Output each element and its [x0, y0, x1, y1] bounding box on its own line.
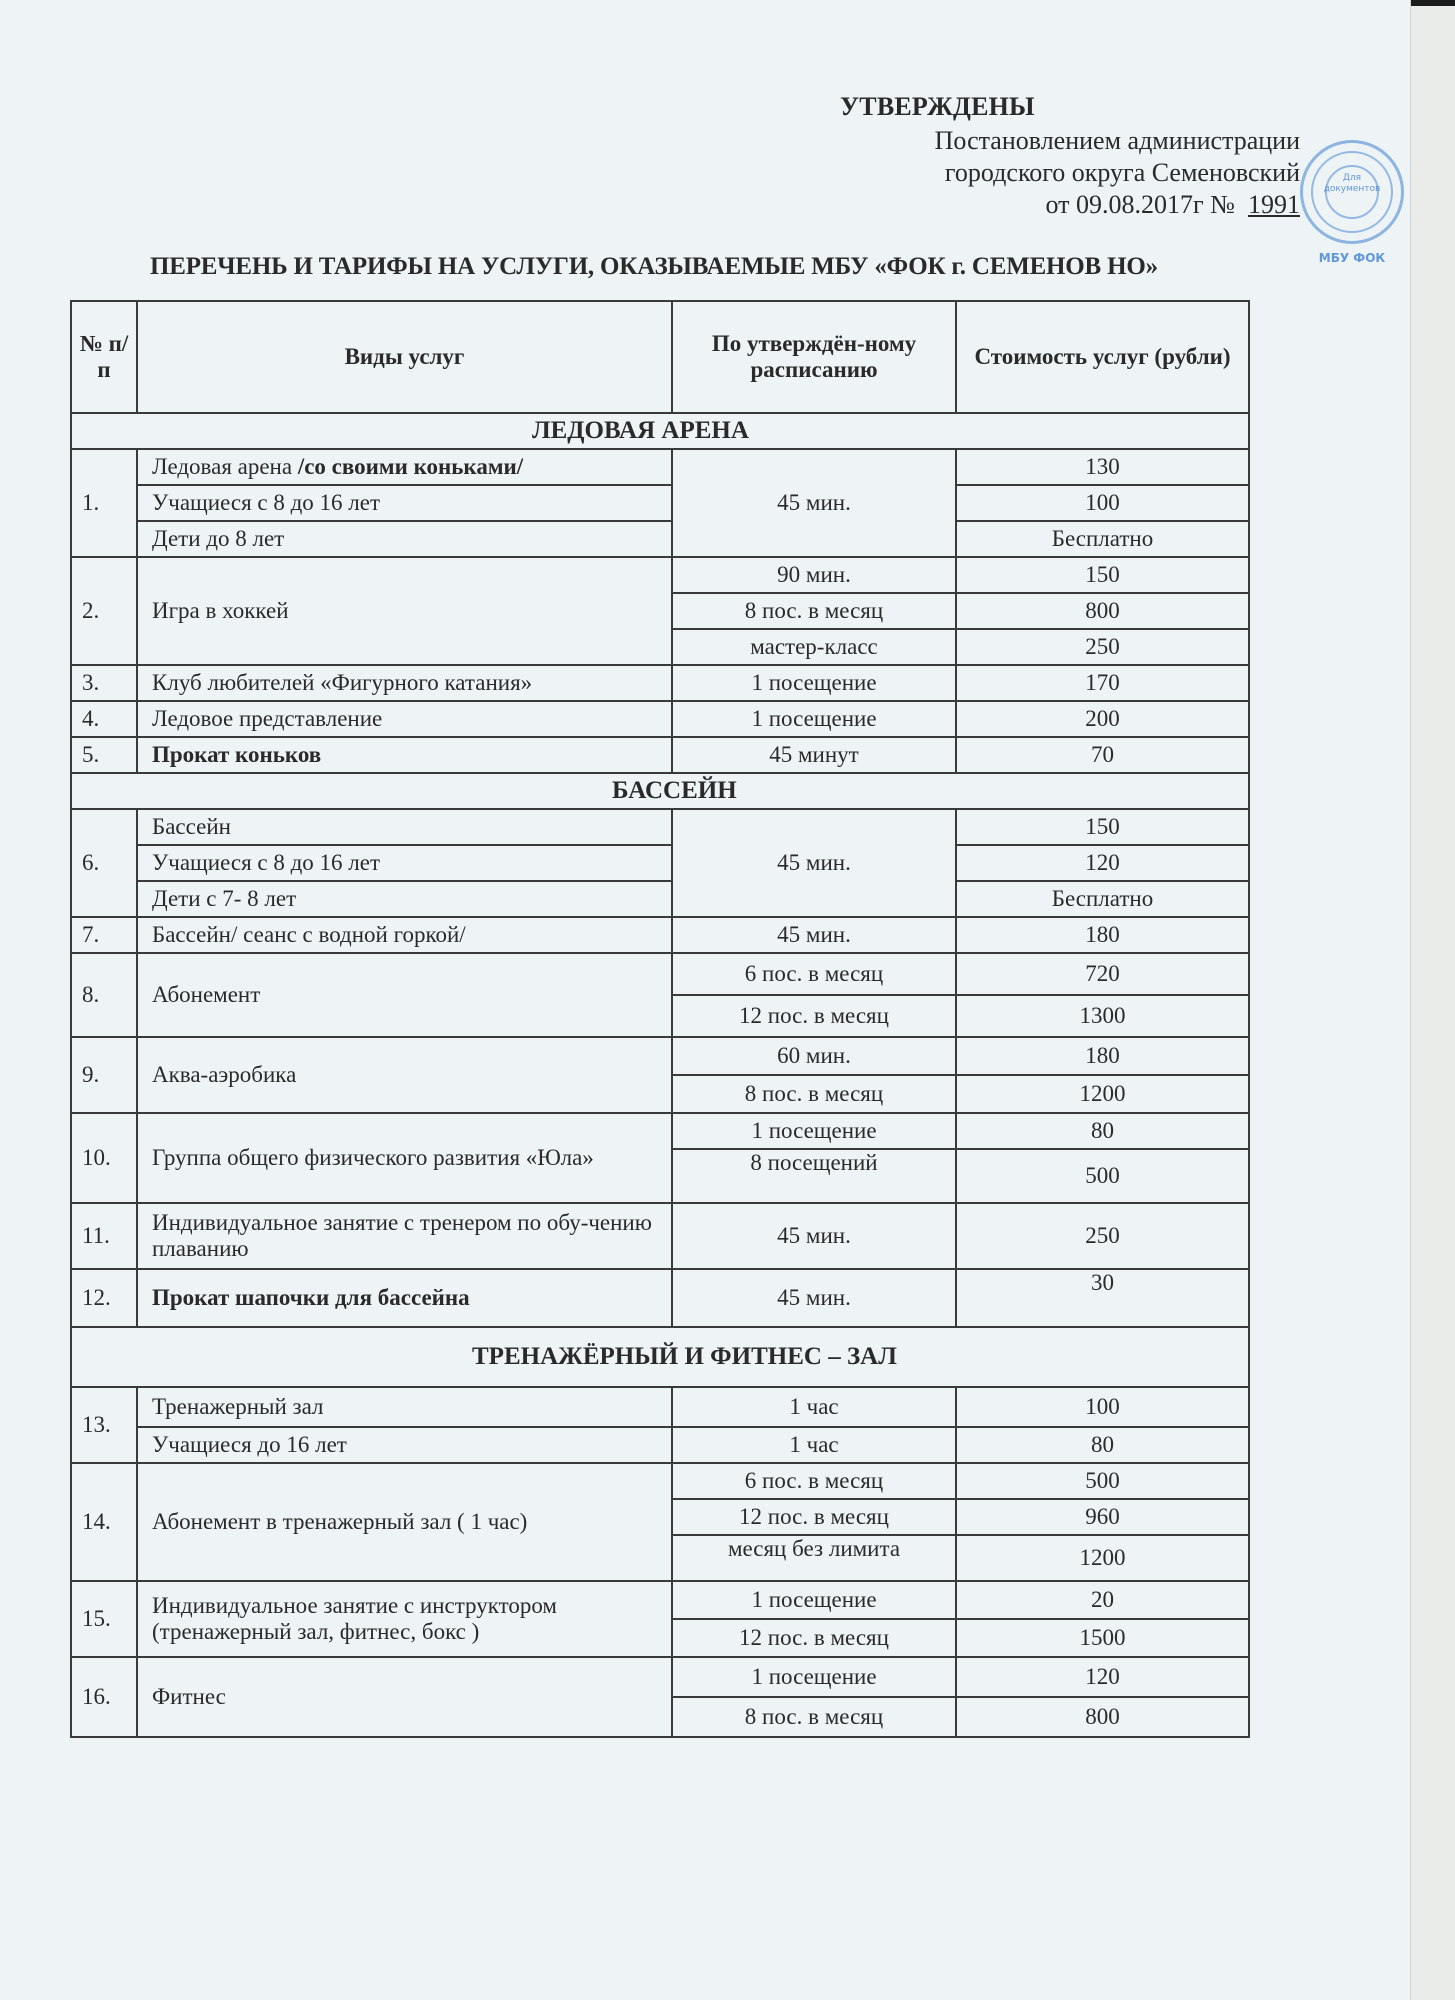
approval-number: 1991: [1248, 190, 1300, 219]
table-row: [71, 1657, 1249, 1697]
header-schedule: По утверждён-ному расписанию: [672, 301, 956, 413]
schedule-cell: 12 пос. в месяц: [672, 1619, 956, 1657]
schedule-cell: 6 пос. в месяц: [672, 1463, 956, 1499]
price-cell: 500: [956, 1149, 1249, 1203]
schedule-cell: 45 мин.: [672, 1203, 956, 1269]
row-number: 6.: [71, 809, 137, 917]
schedule-cell: 45 мин.: [672, 809, 956, 917]
approval-date-line: [1046, 190, 1301, 220]
table-row: [71, 881, 1249, 917]
service-cell: Учащиеся с 8 до 16 лет: [137, 485, 672, 521]
table-header-row: [71, 301, 1249, 413]
row-number: 12.: [71, 1269, 137, 1327]
schedule-cell: 1 посещение: [672, 1657, 956, 1697]
section-title: ТРЕНАЖЁРНЫЙ И ФИТНЕС – ЗАЛ: [71, 1327, 1249, 1387]
price-cell: 1500: [956, 1619, 1249, 1657]
price-cell: 800: [956, 1697, 1249, 1737]
price-cell: 500: [956, 1463, 1249, 1499]
stamp-center-text: [1303, 173, 1401, 195]
service-cell: Аква-аэробика: [137, 1037, 672, 1113]
schedule-cell: 90 мин.: [672, 557, 956, 593]
service-cell: Клуб любителей «Фигурного катания»: [137, 665, 672, 701]
row-number: 14.: [71, 1463, 137, 1581]
row-number: 5.: [71, 737, 137, 773]
price-cell: 1200: [956, 1075, 1249, 1113]
schedule-cell: 45 минут: [672, 737, 956, 773]
tariffs-table: [70, 300, 1250, 1738]
table-row: [71, 449, 1249, 485]
approval-line-1: Постановлением администрации: [934, 126, 1300, 155]
service-cell: Бассейн: [137, 809, 672, 845]
section-row-gym-fitness: [71, 1327, 1249, 1387]
schedule-cell: 1 посещение: [672, 1113, 956, 1149]
table-row: [71, 1269, 1249, 1327]
table-row: [71, 1203, 1249, 1269]
schedule-cell: 1 час: [672, 1427, 956, 1463]
approval-date: от 09.08.2017г №: [1045, 190, 1235, 219]
service-cell: Учащиеся с 8 до 16 лет: [137, 845, 672, 881]
price-cell: 180: [956, 917, 1249, 953]
service-text-bold: /со своими коньками/: [297, 454, 524, 479]
schedule-cell: 1 посещение: [672, 701, 956, 737]
section-title: ЛЕДОВАЯ АРЕНА: [71, 413, 1249, 449]
schedule-cell: 8 пос. в месяц: [672, 1075, 956, 1113]
row-number: 11.: [71, 1203, 137, 1269]
table-row: [71, 1427, 1249, 1463]
schedule-cell: 60 мин.: [672, 1037, 956, 1075]
table-row: [71, 953, 1249, 995]
schedule-cell: 6 пос. в месяц: [672, 953, 956, 995]
row-number: 1.: [71, 449, 137, 557]
approval-heading: УТВЕРЖДЕНЫ: [840, 92, 1035, 121]
price-cell: 800: [956, 593, 1249, 629]
service-cell: Индивидуальное занятие с инструктором (тренажерный зал, фитнес, бокс ): [137, 1581, 672, 1657]
price-cell: Бесплатно: [956, 881, 1249, 917]
stamp-center-line1: Для: [1342, 173, 1362, 183]
section-title: БАССЕЙН: [71, 773, 1249, 809]
price-cell: 20: [956, 1581, 1249, 1619]
table-row: [71, 737, 1249, 773]
section-row-pool: [71, 773, 1249, 809]
schedule-cell: 45 мин.: [672, 449, 956, 557]
price-cell: 80: [956, 1427, 1249, 1463]
service-cell: Дети до 8 лет: [137, 521, 672, 557]
row-number: 4.: [71, 701, 137, 737]
schedule-cell: мастер-класс: [672, 629, 956, 665]
service-cell: Абонемент в тренажерный зал ( 1 час): [137, 1463, 672, 1581]
service-cell: [137, 449, 672, 485]
table-row: [71, 1463, 1249, 1499]
price-cell: 180: [956, 1037, 1249, 1075]
stamp-center-line2: документов: [1323, 184, 1381, 194]
row-number: 16.: [71, 1657, 137, 1737]
row-number: 2.: [71, 557, 137, 665]
table-row: [71, 557, 1249, 593]
schedule-cell: 1 посещение: [672, 1581, 956, 1619]
price-cell: 100: [956, 1387, 1249, 1427]
service-cell: Дети с 7- 8 лет: [137, 881, 672, 917]
header-price: Стоимость услуг (рубли): [956, 301, 1249, 413]
schedule-cell: 8 пос. в месяц: [672, 593, 956, 629]
row-number: 10.: [71, 1113, 137, 1203]
price-cell: 960: [956, 1499, 1249, 1535]
table-row: [71, 665, 1249, 701]
schedule-cell: 12 пос. в месяц: [672, 995, 956, 1037]
service-cell: Учащиеся до 16 лет: [137, 1427, 672, 1463]
table-row: [71, 809, 1249, 845]
price-cell: 150: [956, 557, 1249, 593]
service-cell: Абонемент: [137, 953, 672, 1037]
service-cell: Прокат коньков: [137, 737, 672, 773]
service-text: Ледовая арена: [152, 454, 298, 479]
table-row: [71, 1387, 1249, 1427]
table-row: [71, 1581, 1249, 1619]
service-cell: Ледовое представление: [137, 701, 672, 737]
section-row-ice-arena: [71, 413, 1249, 449]
service-cell: Бассейн/ сеанс с водной горкой/: [137, 917, 672, 953]
table-row: [71, 1037, 1249, 1075]
table-row: [71, 701, 1249, 737]
document-title: ПЕРЕЧЕНЬ И ТАРИФЫ НА УСЛУГИ, ОКАЗЫВАЕМЫЕ МБУ «ФОК г. СЕМЕНОВ НО»: [150, 253, 1158, 280]
schedule-cell: 45 мин.: [672, 1269, 956, 1327]
price-cell: 130: [956, 449, 1249, 485]
row-number: 13.: [71, 1387, 137, 1463]
price-cell: 1200: [956, 1535, 1249, 1581]
row-number: 8.: [71, 953, 137, 1037]
price-cell: 200: [956, 701, 1249, 737]
schedule-cell: 1 посещение: [672, 665, 956, 701]
service-cell: Группа общего физического развития «Юла»: [137, 1113, 672, 1203]
row-number: 3.: [71, 665, 137, 701]
price-cell: 30: [956, 1269, 1249, 1327]
stamp-bottom-text: МБУ ФОК: [1318, 251, 1386, 265]
schedule-cell: 8 посещений: [672, 1149, 956, 1203]
price-cell: 250: [956, 1203, 1249, 1269]
price-cell: 720: [956, 953, 1249, 995]
schedule-cell: 45 мин.: [672, 917, 956, 953]
header-no: № п/п: [71, 301, 137, 413]
price-cell: 120: [956, 845, 1249, 881]
table-row: [71, 845, 1249, 881]
service-cell: Игра в хоккей: [137, 557, 672, 665]
table-row: [71, 917, 1249, 953]
header-service: Виды услуг: [137, 301, 672, 413]
table-row: [71, 1113, 1249, 1149]
service-cell: Фитнес: [137, 1657, 672, 1737]
service-cell: Индивидуальное занятие с тренером по обу-чению плаванию: [137, 1203, 672, 1269]
row-number: 9.: [71, 1037, 137, 1113]
schedule-cell: 12 пос. в месяц: [672, 1499, 956, 1535]
service-cell: Тренажерный зал: [137, 1387, 672, 1427]
schedule-cell: 8 пос. в месяц: [672, 1697, 956, 1737]
price-cell: Бесплатно: [956, 521, 1249, 557]
price-cell: 80: [956, 1113, 1249, 1149]
table-row: [71, 521, 1249, 557]
price-cell: 120: [956, 1657, 1249, 1697]
price-cell: 100: [956, 485, 1249, 521]
service-cell: Прокат шапочки для бассейна: [137, 1269, 672, 1327]
price-cell: 150: [956, 809, 1249, 845]
price-cell: 1300: [956, 995, 1249, 1037]
row-number: 7.: [71, 917, 137, 953]
table-row: [71, 485, 1249, 521]
schedule-cell: 1 час: [672, 1387, 956, 1427]
row-number: 15.: [71, 1581, 137, 1657]
price-cell: 170: [956, 665, 1249, 701]
price-cell: 70: [956, 737, 1249, 773]
approval-line-2: городского округа Семеновский: [944, 158, 1300, 187]
schedule-cell: месяц без лимита: [672, 1535, 956, 1581]
official-stamp: [1300, 140, 1404, 265]
price-cell: 250: [956, 629, 1249, 665]
approval-block: [840, 92, 1300, 222]
